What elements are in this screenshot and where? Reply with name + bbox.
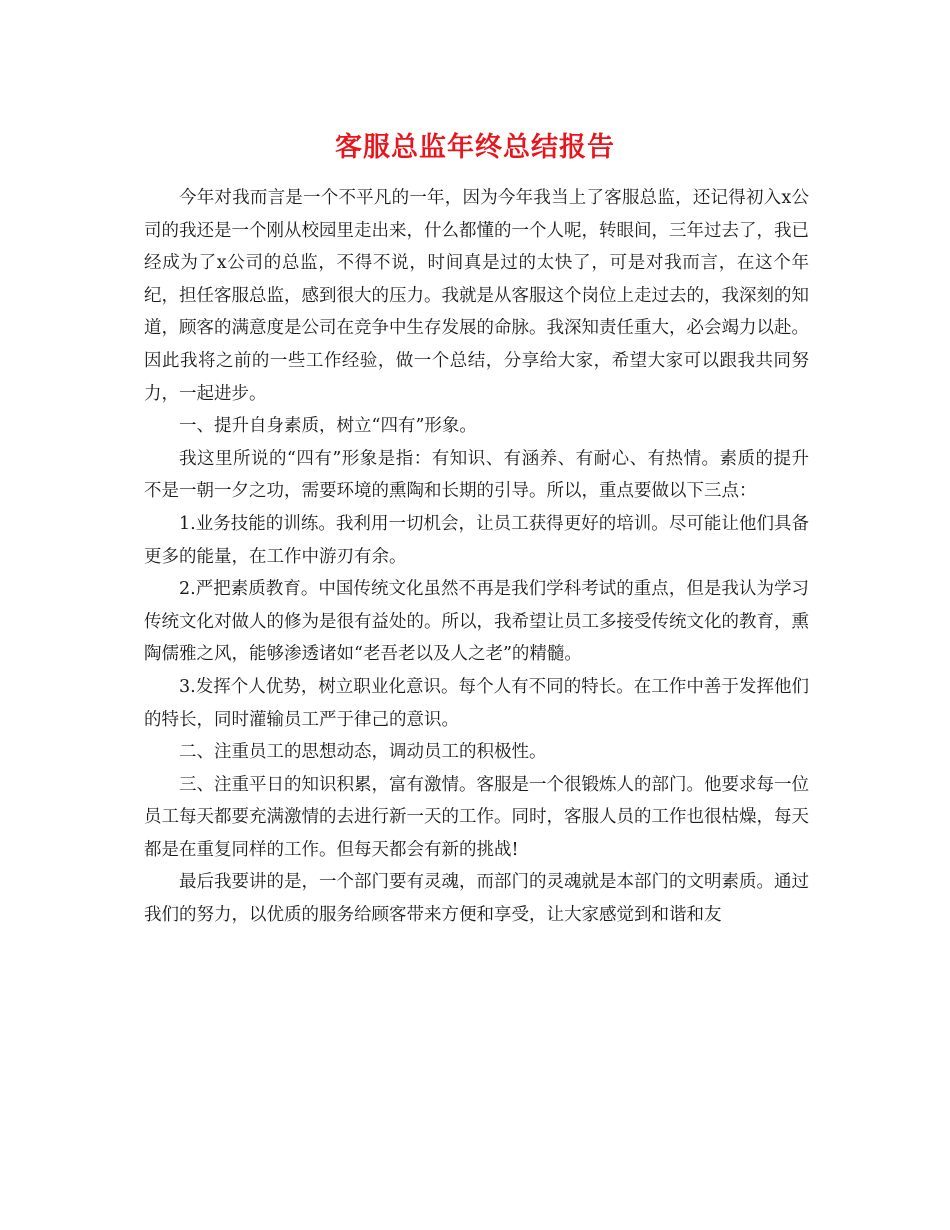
paragraph-intro: 今年对我而言是一个不平凡的一年，因为今年我当上了客服总监，还记得初入x公司的我还是一个刚从校园里走出来，什么都懂的一个人呢，转眼间，三年过去了，我已经成为了x公司的总监，不得不说，时间真是过的太快了，可是对我而言，在这个年纪，担任客服总监，感到很大的压力。我就是从客服这个岗位上走过去的，我深刻的知道，顾客的满意度是公司在竞争中生存发展的命脉。我深知责任重大，必会竭力以赴。因此我将之前的一些工作经验，做一个总结，分享给大家，希望大家可以跟我共同努力，一起进步。 — [144, 188, 809, 404]
paragraph-four-qualities: 我这里所说的“四有”形象是指：有知识、有涵养、有耐心、有热情。素质的提升不是一朝一夕之功，需要环境的熏陶和长期的引导。所以，重点要做以下三点： — [144, 448, 809, 502]
list-item-1: 1.业务技能的训练。我利用一切机会，让员工获得更好的培训。尽可能让他们具备更多的能量，在工作中游刃有余。 — [144, 513, 809, 567]
paragraph-closing: 最后我要讲的是，一个部门要有灵魂，而部门的灵魂就是本部门的文明素质。通过我们的努力，以优质的服务给顾客带来方便和享受，让大家感觉到和谐和友 — [144, 872, 809, 926]
heading-section-1: 一、提升自身素质，树立“四有”形象。 — [179, 416, 477, 437]
list-item-3: 3.发挥个人优势，树立职业化意识。每个人有不同的特长。在工作中善于发挥他们的特长，同时灌输员工严于律己的意识。 — [144, 676, 809, 730]
list-item-2: 2.严把素质教育。中国传统文化虽然不再是我们学科考试的重点，但是我认为学习传统文化对做人的修为是很有益处的。所以，我希望让员工多接受传统文化的教育，熏陶儒雅之风，能够渗透诸如“老吾老以及人之老”的精髓。 — [144, 579, 809, 665]
document-title: 客服总监年终总结报告 — [335, 132, 615, 163]
heading-section-2: 二、注重员工的思想动态，调动员工的积极性。 — [179, 742, 547, 763]
heading-section-3: 三、注重平日的知识积累，富有激情。客服是一个很锻炼人的部门。他要求每一位员工每天都要充满激情的去进行新一天的工作。同时，客服人员的工作也很枯燥，每天都是在重复同样的工作。但每天都会有新的挑战! — [144, 774, 809, 860]
document-body — [144, 182, 809, 932]
